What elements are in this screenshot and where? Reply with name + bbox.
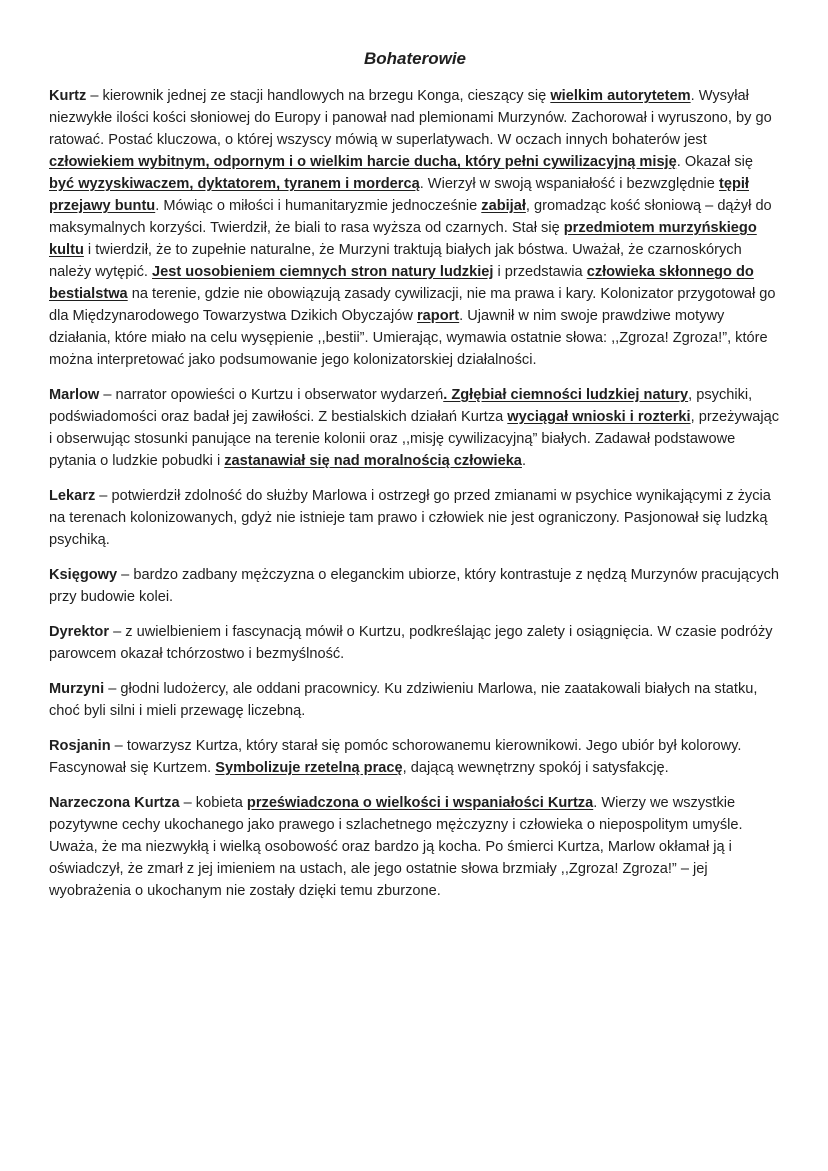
emphasis-text: zastanawiał się nad moralnością człowieka [224,453,522,469]
body-text: . Wierzył w swoją wspaniałość i bezwzględnie [419,176,719,192]
body-text: . Ujawnił w nim swoje prawdziwe motywy działania, które miało na celu wysępienie ,,bestii”. Umierając, wymawia ostatnie słowa: ,,Zgroza! Zgroza!”, które można interpretować jako podsumowanie jego kolonizatorskiej działalności. [49,308,768,368]
emphasis-text: . Zgłębiał ciemności ludzkiej natury [443,387,689,403]
document-page [49,48,781,915]
emphasis-text: być wyzyskiwaczem, dyktatorem, tyranem i mordercą [49,176,420,192]
character-paragraph-murzyni [49,678,781,722]
character-name: Narzeczona Kurtza [49,795,180,811]
page-title: Bohaterowie [363,49,467,68]
emphasis-text: wyciągał wnioski i rozterki [507,409,691,425]
body-text: , psychiki, podświadomości oraz badał jej zawiłości. Z bestialskich działań Kurtza [49,387,753,425]
body-text: – potwierdził zdolność do służby Marlowa i ostrzegł go przed zmianami w psychice wynikającymi z życia na terenach kolonizowanych, gdyż nie istnieje tam prawo i człowiek nie jest ograniczony. Pasjonował się ludzką psychiką. [49,488,771,548]
body-text: – kierownik jednej ze stacji handlowych na brzegu Konga, cieszący się [86,88,551,104]
emphasis-text: człowieka skłonnego do bestialstwa [49,264,754,302]
emphasis-text: wielkim autorytetem [550,88,691,104]
emphasis-text: człowiekiem wybitnym, odpornym i o wielkim harcie ducha, który pełni cywilizacyjną misję [49,154,677,170]
emphasis-text: zabijał [481,198,526,214]
body-text: . Mówiąc o miłości i humanitaryzmie jednocześnie [155,198,482,214]
body-text: . Wysyłał niezwykłe ilości kości słoniowej do Europy i panował nad plemionami Murzynów. Zachorował i wyruszono, by go ratować. Postać kluczowa, o której wszyscy mówią w superlatywach. W oczach innych bohaterów jest [49,88,772,148]
emphasis-text: Jest uosobieniem ciemnych stron natury ludzkiej [152,264,494,280]
body-text: . [521,453,526,469]
emphasis-text: Symbolizuje rzetelną pracę [215,760,403,776]
character-name: Kurtz [49,88,87,104]
character-name: Księgowy [49,567,118,583]
body-text: i twierdził, że to zupełnie naturalne, że Murzyni traktują białych jak bóstwa. Uważał, że czarnoskórych należy wytępić. [49,242,742,280]
character-paragraph-ksiegowy [49,564,781,608]
character-name: Murzyni [49,681,105,697]
emphasis-text: przeświadczona o wielkości i wspaniałości Kurtza [246,795,594,811]
body-text: , przeżywając i obserwując stosunki panujące na terenie kolonii oraz ,,misję cywilizacyjną” białych. Zadawał podstawowe pytania o ludzkie pobudki i [49,409,780,469]
character-paragraph-narzeczona [49,792,781,902]
character-name: Marlow [49,387,100,403]
emphasis-text: raport [416,308,460,324]
body-text: – bardzo zadbany mężczyzna o eleganckim ubiorze, który kontrastuje z nędzą Murzynów pracujących przy budowie kolei. [49,567,780,605]
body-text: – głodni ludożercy, ale oddani pracownicy. Ku zdziwieniu Marlowa, nie zaatakowali białych na statku, choć byli silni i mieli przewagę liczebną. [49,681,758,719]
body-text: , dającą wewnętrzny spokój i satysfakcję. [402,760,669,776]
character-paragraph-kurtz [49,85,781,371]
character-list [49,85,781,902]
character-paragraph-dyrektor [49,621,781,665]
body-text: . Wierzy we wszystkie pozytywne cechy ukochanego jako prawego i szlachetnego mężczyzny i człowieka o niepospolitym umyśle. Uważa, że ma niezwykłą i wielką osobowość oraz bardzo ją kocha. Po śmierci Kurtza, Marlow okłamał ją i oświadczył, że zmarł z jej imieniem na ustach, ale jego ostatnie słowa brzmiały ,,Zgroza! Zgroza!” – jej wyobrażenia o ukochanym nie zostały dzięki temu zburzone. [49,795,743,899]
body-text: – narrator opowieści o Kurtzu i obserwator wydarzeń [99,387,444,403]
body-text: – towarzysz Kurtza, który starał się pomóc schorowanemu kierownikowi. Jego ubiór był kolorowy. Fascynował się Kurtzem. [49,738,742,776]
character-paragraph-lekarz [49,485,781,551]
emphasis-text: tępił przejawy buntu [49,176,749,214]
character-paragraph-marlow [49,384,781,472]
body-text: i przedstawia [493,264,587,280]
body-text: . Okazał się [676,154,753,170]
character-name: Rosjanin [49,738,111,754]
body-text: – kobieta [179,795,247,811]
body-text: na terenie, gdzie nie obowiązują zasady cywilizacji, nie ma prawa i kary. Kolonizator przygotował go dla Międzynarodowego Towarzystwa Dzikich Obyczajów [49,286,776,324]
character-paragraph-rosjanin [49,735,781,779]
character-name: Lekarz [49,488,96,504]
character-name: Dyrektor [49,624,110,640]
body-text: , gromadząc kość słoniową – dążył do maksymalnych korzyści. Twierdził, że biali to rasa wyższa od czarnych. Stał się [49,198,772,236]
emphasis-text: przedmiotem murzyńskiego kultu [49,220,757,258]
body-text: – z uwielbieniem i fascynacją mówił o Kurtzu, podkreślając jego zalety i osiągnięcia. W czasie podróży parowcem okazał tchórzostwo i bezmyślność. [49,624,773,662]
